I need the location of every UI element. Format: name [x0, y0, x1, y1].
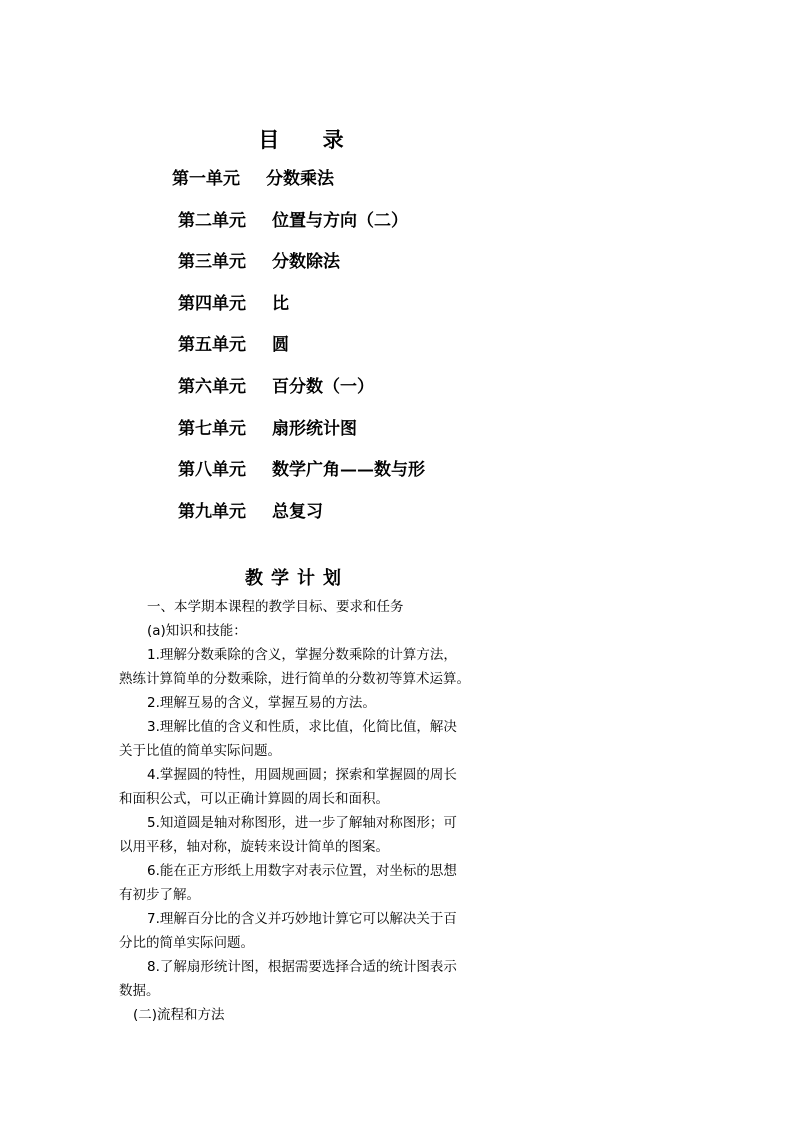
toc-item-unit: 第二单元 — [178, 211, 246, 231]
body-line: 5.知道圆是轴对称图形，进一步了解轴对称图形；可 — [147, 815, 457, 831]
toc-item-name: 数学广角——数与形 — [272, 460, 425, 480]
toc-item — [178, 417, 357, 441]
toc-item-unit: 第九单元 — [178, 502, 246, 522]
toc-item-unit: 第三单元 — [178, 252, 246, 272]
body-line: 一、本学期本课程的教学目标、要求和任务 — [147, 599, 404, 615]
plan-title: 教学计划 — [245, 568, 349, 589]
body-line: 4.掌握圆的特性，用圆规画圆；探索和掌握圆的周长 — [147, 767, 457, 783]
toc-item — [178, 375, 374, 399]
toc-item — [172, 167, 334, 191]
body-line: 8.了解扇形统计图，根据需要选择合适的统计图表示 — [147, 959, 457, 975]
toc-title: 目 录 — [258, 127, 362, 152]
toc-item-unit: 第五单元 — [178, 335, 246, 355]
body-line: 和面积公式，可以正确计算圆的周长和面积。 — [119, 791, 389, 807]
toc-item-unit: 第六单元 — [178, 377, 246, 397]
toc-item-name: 位置与方向（二） — [272, 211, 408, 231]
body-line: 1.理解分数乘除的含义，掌握分数乘除的计算方法， — [147, 647, 457, 663]
toc-item — [178, 500, 323, 524]
body-line: (a)知识和技能： — [147, 623, 247, 639]
toc-item-unit: 第七单元 — [178, 419, 246, 439]
body-line: 数据。 — [119, 983, 160, 999]
toc-item-name: 圆 — [272, 335, 289, 355]
toc-item-unit: 第四单元 — [178, 294, 246, 314]
toc-item — [178, 250, 340, 274]
toc-item — [178, 333, 289, 357]
body-line: 分比的简单实际问题。 — [119, 935, 254, 951]
body-line: 2.理解互易的含义，掌握互易的方法。 — [147, 695, 376, 711]
body-line: 3.理解比值的含义和性质，求比值，化简比值，解决 — [147, 719, 457, 735]
toc-item-name: 比 — [272, 294, 289, 314]
body-line: 关于比值的简单实际问题。 — [119, 743, 281, 759]
toc-item-name: 百分数（一） — [272, 377, 374, 397]
body-line: 熟练计算简单的分数乘除，进行简单的分数初等算术运算。 — [119, 671, 470, 687]
body-line: 6.能在正方形纸上用数字对表示位置，对坐标的思想 — [147, 863, 457, 879]
toc-item-name: 分数除法 — [272, 252, 340, 272]
body-line: 7.理解百分比的含义并巧妙地计算它可以解决关于百 — [147, 911, 457, 927]
body-line: 有初步了解。 — [119, 887, 200, 903]
body-line: 以用平移，轴对称，旋转来设计简单的图案。 — [119, 839, 389, 855]
toc-item — [178, 209, 408, 233]
toc-item — [178, 292, 289, 316]
toc-item-name: 扇形统计图 — [272, 419, 357, 439]
toc-item-unit: 第一单元 — [172, 169, 240, 189]
toc-item-unit: 第八单元 — [178, 460, 246, 480]
toc-item — [178, 458, 425, 482]
toc-item-name: 总复习 — [272, 502, 323, 522]
body-line: (二)流程和方法 — [133, 1007, 225, 1023]
toc-item-name: 分数乘法 — [266, 169, 334, 189]
